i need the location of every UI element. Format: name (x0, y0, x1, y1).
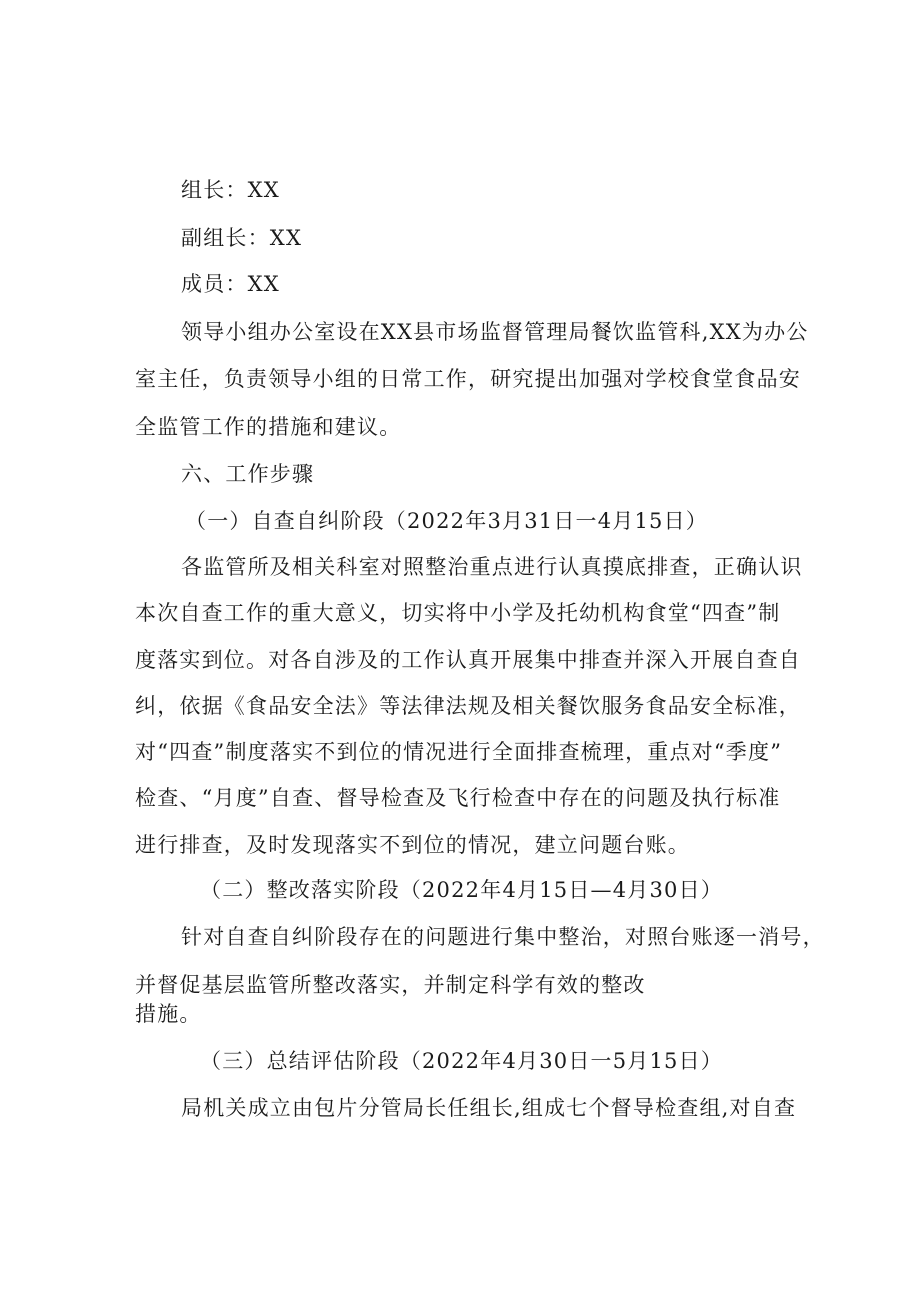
stage1-body-line: 检查、“月度”自查、督导检查及飞行检查中存在的问题及执行标准 (135, 786, 781, 810)
stage1-body-line: 本次自查工作的重大意义，切实将中小学及托幼机构食堂“四查”制 (135, 601, 781, 625)
role-deputy-leader: 副组长：XX (181, 226, 303, 250)
stage1-title: （一）自查自纠阶段（2022年3月31日一4月15日） (185, 509, 709, 533)
stage1-body-line: 度落实到位。对各自涉及的工作认真开展集中排查并深入开展自查自 (135, 648, 801, 672)
stage1-body-line: 纠，依据《食品安全法》等法律法规及相关餐饮服务食品安全标准， (135, 694, 801, 718)
stage1-body-line: 进行排查，及时发现落实不到位的情况，建立问题台账。 (135, 833, 690, 857)
stage1-body-line: 各监管所及相关科室对照整治重点进行认真摸底排查，正确认识 (181, 555, 803, 579)
office-paragraph-line: 室主任，负责领导小组的日常工作，研究提出加强对学校食堂食品安 (135, 367, 801, 391)
role-members: 成员：XX (181, 272, 280, 296)
office-paragraph-line: 领导小组办公室设在XX县市场监督管理局餐饮监管科,XX为办公 (181, 320, 809, 344)
stage2-body-line: 并督促基层监管所整改落实，并制定科学有效的整改 (135, 973, 646, 997)
role-leader: 组长：XX (181, 178, 280, 202)
stage1-body-line: 对“四查”制度落实不到位的情况进行全面排查梳理，重点对“季度” (135, 740, 783, 764)
office-paragraph-line: 全监管工作的措施和建议。 (135, 415, 402, 439)
stage2-body-line: 措施。 (135, 1002, 202, 1026)
stage3-body-line: 局机关成立由包片分管局长任组长,组成七个督导检查组,对自查 (181, 1096, 797, 1120)
stage2-title: （二）整改落实阶段（2022年4月15日—4月30日） (200, 878, 724, 902)
stage3-title: （三）总结评估阶段（2022年4月30日一5月15日） (200, 1049, 724, 1073)
stage2-body-line: 针对自查自纠阶段存在的问题进行集中整治，对照台账逐一消号， (181, 925, 825, 949)
section-heading: 六、工作步骤 (181, 462, 315, 486)
